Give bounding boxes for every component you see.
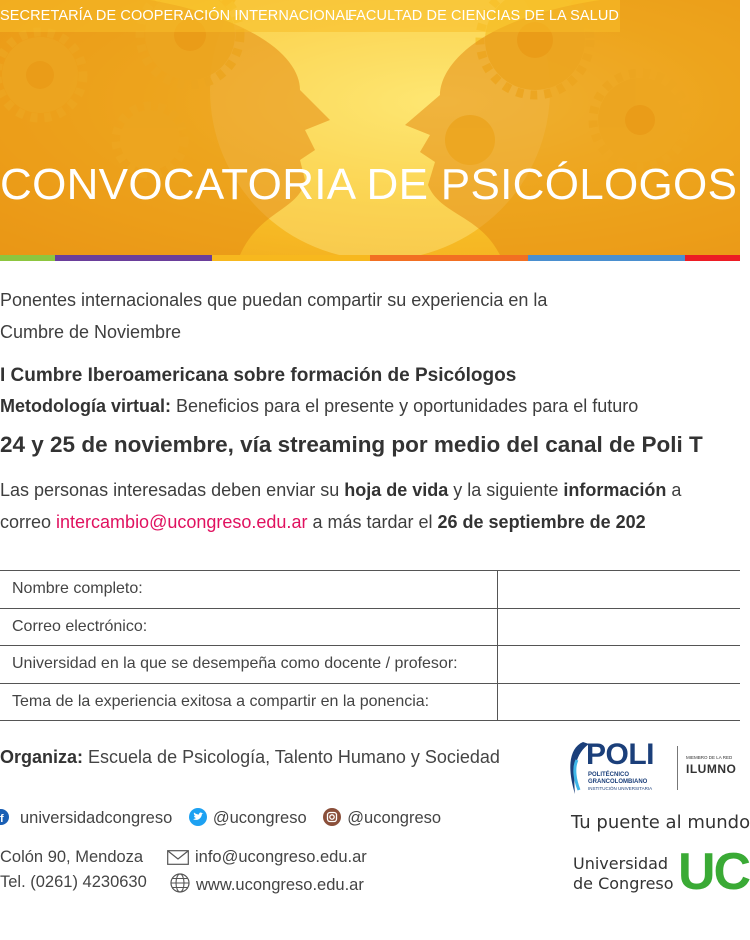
logo-divider [677,746,678,790]
stripe-purple [55,255,212,261]
poli-wordmark: POLI [586,738,655,771]
hoja-de-vida: hoja de vida [344,480,449,500]
slogan: Tu puente al mundo [571,812,750,833]
event-dates: 24 y 25 de noviembre, vía streaming por medio del canal de Poli T [0,432,703,457]
table-row [0,646,740,684]
header-top-bar [0,0,620,32]
instructions-text: y la siguiente [448,480,564,500]
field-label-tema: Tema de la experiencia exitosa a compartir en la ponencia: [12,692,430,710]
table-row [0,609,740,647]
methodology-text: Beneficios para el presente y oportunidades para el futuro [171,396,639,416]
uc-line-2: de Congreso [573,874,674,893]
intro-line-2: Cumbre de Noviembre [0,322,182,342]
org-secretaria: SECRETARÍA DE COOPERACIÓN INTERNACIONAL [0,8,354,24]
intro-line-1: Ponentes internacionales que puedan compartir su experiencia en la [0,290,548,310]
instructions-text: a más tardar el [307,512,438,532]
facebook-link[interactable]: universidadcongreso [20,809,173,827]
event-name: I Cumbre Iberoamericana sobre formación de Psicólogos [0,365,517,386]
instructions-line-2 [0,512,646,533]
organizer-label: Organiza: [0,747,84,767]
contact-email-link[interactable]: intercambio@ucongreso.edu.ar [56,512,308,532]
svg-text:f: f [0,813,4,825]
poli-subtitle-1: POLITÉCNICO [588,772,630,778]
globe-icon [170,873,190,898]
stripe-green [0,255,55,261]
field-label-nombre: Nombre completo: [12,580,143,597]
instructions-text: Las personas interesadas deben enviar su [0,480,345,500]
social-links [0,808,441,831]
address: Colón 90, Mendoza [0,848,144,866]
uc-mark: UC [678,843,750,901]
ucongreso-logo [570,843,750,901]
poli-subtitle-3: INSTITUCIÓN UNIVERSITARIA [588,786,653,791]
org-facultad: FACULTAD DE CIENCIAS DE LA SALUD [348,8,619,24]
instructions-line-1 [0,480,681,501]
application-form-table [0,570,740,721]
informacion: información [563,480,667,500]
footer-web [170,873,364,898]
field-label-correo: Correo electrónico: [12,617,148,635]
instructions-text: correo [0,512,57,532]
uc-line-1: Universidad [573,854,669,873]
organizer-text: Escuela de Psicología, Talento Humano y Sociedad [83,747,500,767]
poli-subtitle-2: GRANCOLOMBIANO [588,779,648,785]
footer-web-link[interactable]: www.ucongreso.edu.ar [196,876,364,894]
footer-email-link[interactable]: info@ucongreso.edu.ar [195,848,367,866]
methodology-label: Metodología virtual: [0,396,171,416]
deadline: 26 de septiembre de 202 [437,512,646,532]
footer-email [167,848,367,870]
stripe-red [685,255,740,261]
stripe-blue [528,255,685,261]
instructions-text: a [666,480,682,500]
twitter-link[interactable]: @ucongreso [212,809,307,827]
facebook-icon [0,808,14,831]
table-row [0,684,740,722]
stripe-orange [370,255,528,261]
stripe-yellow [212,255,370,261]
poli-logo [560,738,740,800]
table-row [0,571,740,609]
organizer [0,747,500,768]
ilumno-wordmark: ILUMNO [686,762,737,776]
twitter-icon [189,808,207,831]
instagram-link[interactable]: @ucongreso [347,809,442,827]
header-banner [0,0,740,255]
event-methodology [0,396,638,417]
envelope-icon [167,850,189,870]
page-title: CONVOCATORIA DE PSICÓLOGOS [0,160,738,209]
instagram-icon [323,808,341,831]
gears-and-heads-illustration [0,0,740,255]
ilumno-caption: MIEMBRO DE LA RED [686,755,733,760]
phone: Tel. (0261) 4230630 [0,873,147,891]
field-label-universidad: Universidad en la que se desempeña como docente / profesor: [12,655,458,672]
